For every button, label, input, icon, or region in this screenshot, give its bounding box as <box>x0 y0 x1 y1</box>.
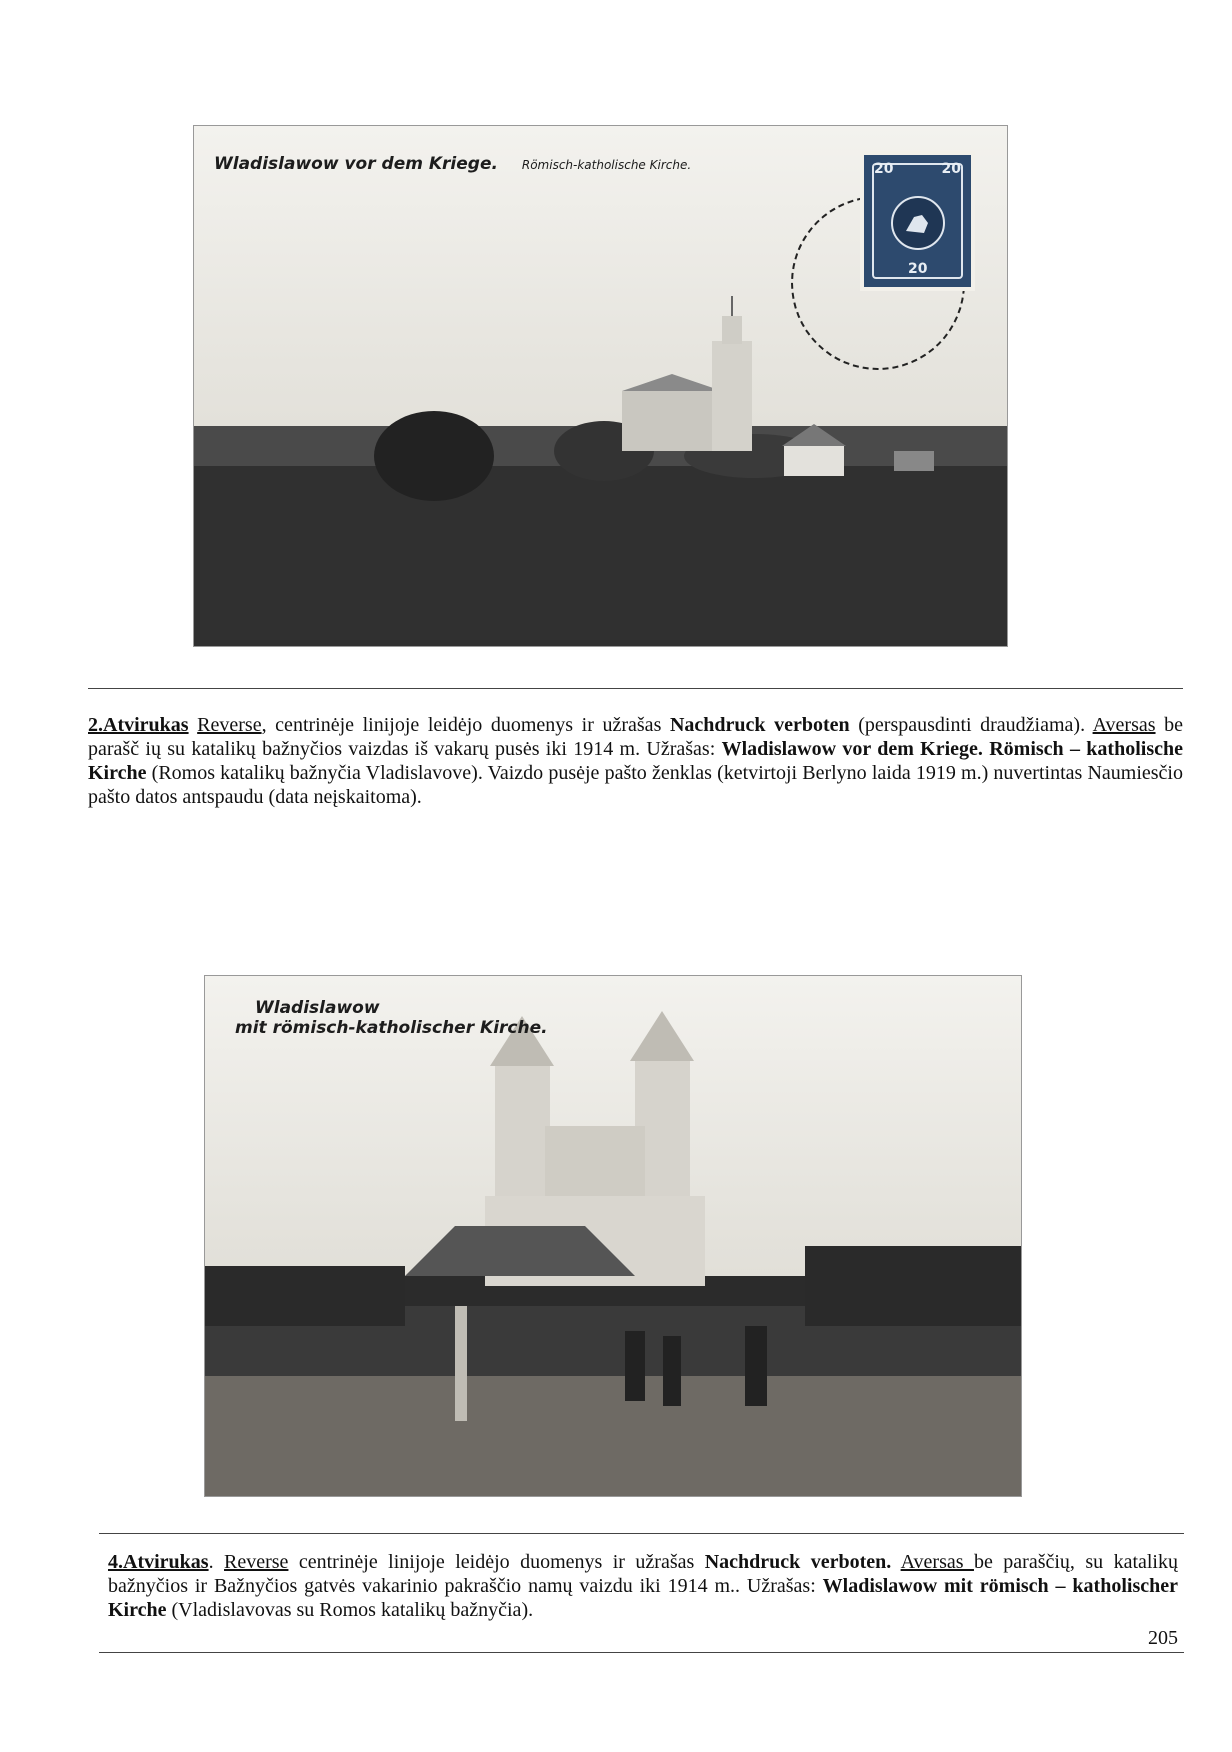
bold-text: Nachdruck verboten <box>669 714 850 736</box>
aversas-label: Aversas <box>900 1551 974 1573</box>
bold-text: Nachdruck verboten. <box>704 1551 892 1573</box>
sep <box>189 714 198 736</box>
postcard-2-caption <box>235 998 548 1038</box>
bold-text: Wladislawow vor dem Kriege. Römisch – katholische Kirche <box>88 738 1183 784</box>
aversas-label: Aversas <box>1092 714 1156 736</box>
divider <box>99 1652 1184 1653</box>
page-number: 205 <box>1148 1627 1178 1649</box>
description-2 <box>88 713 1183 809</box>
text: , centrinėje linijoje leidėjo duomenys ir užrašas <box>261 714 670 736</box>
postage-stamp <box>860 151 975 291</box>
caption-line-1: Wladislawow <box>255 998 380 1018</box>
stamp-value-left: 20 <box>874 161 894 177</box>
card-number: 4.Atvirukas <box>108 1551 209 1573</box>
description-4 <box>108 1550 1178 1622</box>
knight-emblem-icon <box>888 193 948 253</box>
postcard-2 <box>204 975 1022 1497</box>
divider <box>99 1533 1184 1534</box>
text: be parašč ių su katalikų bažnyčios vaizdas iš vakarų pusės iki 1914 m. Užrašas: <box>88 714 1183 760</box>
church-scene <box>205 976 1021 1496</box>
caption-sub: Römisch-katholische Kirche. <box>521 158 692 172</box>
caption-line-2: mit römisch-katholischer Kirche. <box>235 1018 548 1038</box>
postcard-1 <box>193 125 1008 647</box>
reverse-label: Reverse <box>197 714 262 736</box>
text: be paraščių, su katalikų bažnyčios ir Bažnyčios gatvės vakarinio pakraščio namų vaizdu iki 1914 m.. Užrašas: <box>108 1551 1178 1597</box>
text: (Vladislavovas su Romos katalikų bažnyčia). <box>166 1599 534 1621</box>
text: (perspausdinti draudžiama). <box>849 714 1093 736</box>
stamp-value-bottom: 20 <box>908 261 928 277</box>
card-number: 2.Atvirukas <box>88 714 189 736</box>
stamp-value-right: 20 <box>941 161 961 177</box>
text <box>891 1551 900 1573</box>
reverse-label: Reverse <box>224 1551 289 1573</box>
postcard-1-caption <box>214 154 691 174</box>
text: centrinėje linijoje leidėjo duomenys ir užrašas <box>288 1551 705 1573</box>
text: (Romos katalikų bažnyčia Vladislavove). Vaizdo pusėje pašto ženklas (ketvirtoji Berlyno laida 1919 m.) nuvertintas Naumiesčio pašto datos antspaudu (data neįskaitoma). <box>88 762 1183 808</box>
text: . <box>208 1551 225 1573</box>
caption-main: Wladislawow vor dem Kriege. <box>214 154 498 174</box>
bold-text: Wladislawow mit römisch – katholischer Kirche <box>108 1575 1178 1621</box>
divider <box>88 688 1183 689</box>
